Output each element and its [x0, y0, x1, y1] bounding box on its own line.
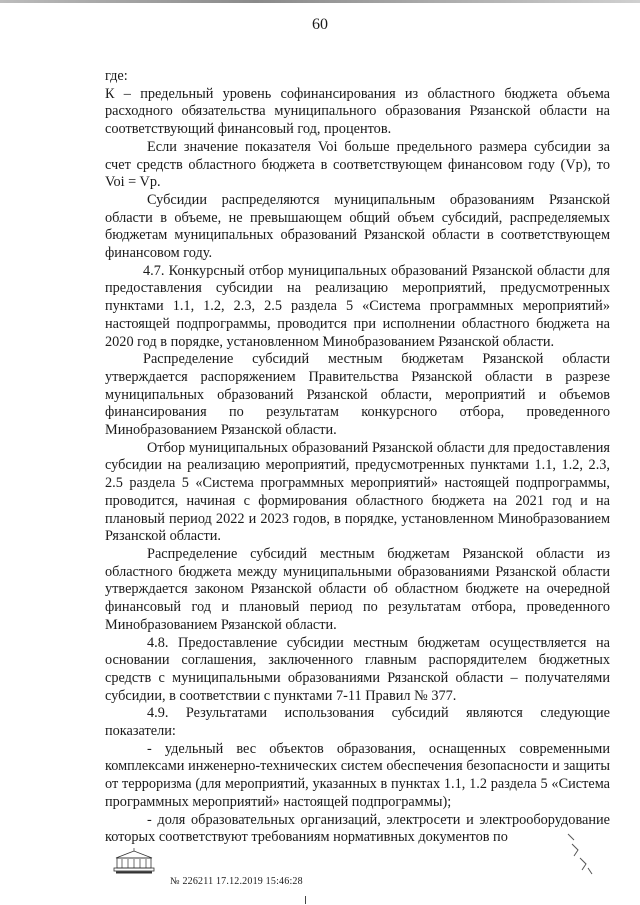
- government-building-stamp-icon: [112, 848, 156, 874]
- paragraph-subsidy-distribution: Субсидии распределяются муниципальным образованиям Рязанской области в объеме, не превышающем общий объем субсидий, распределяемых бюджетам муниципальных образований Рязанской области в соответствующем финансовом году.: [105, 191, 610, 262]
- paragraph-distribution-law: Распределение субсидий местным бюджетам Рязанской области из областного бюджета между муниципальными образованиями Рязанской области утверждается законом Рязанской области об областном бюджете на очередной финансовый год и плановый период по результатам отбора, проведенного Минобразованием Рязанской области.: [105, 545, 610, 633]
- handwritten-mark-icon: [560, 830, 600, 880]
- scan-top-edge: [0, 0, 640, 3]
- paragraph-indicator-1: - удельный вес объектов образования, оснащенных современными комплексами инженерно-технических систем обеспечения безопасности и защиты от терроризма (для мероприятий, указанных в пунктах 1.1, 1.2 раздела 5 «Система программных мероприятий» настоящей подпрограммы);: [105, 740, 610, 810]
- paragraph-selection: Отбор муниципальных образований Рязанской области для предоставления субсидии на реализацию мероприятий, предусмотренных пунктами 1.1, 1.2, 2.3, 2.5 раздела 5 «Система программных мероприятий» настоящей подпрограммы, проводится, начиная с формирования областного бюджета на 2021 год и на плановый период 2022 и 2023 годов, в порядке, установленном Минобразованием Рязанской области.: [105, 439, 610, 545]
- paragraph-distribution-order: Распределение субсидий местным бюджетам Рязанской области утверждается распоряжением Правительства Рязанской области в разрезе муниципальных образований Рязанской области, мероприятий и объемов финансирования по результатам конкурсного отбора, проведенного Минобразованием Рязанской области.: [105, 351, 610, 439]
- page-number: 60: [312, 16, 328, 33]
- paragraph-where: где:: [105, 68, 128, 84]
- document-body: [105, 68, 610, 847]
- paragraph-4-7: 4.7. Конкурсный отбор муниципальных образований Рязанской области для предоставления субсидии на реализацию мероприятий, предусмотренных пунктами 1.1, 1.2, 2.3, 2.5 раздела 5 «Система программных мероприятий» настоящей подпрограммы, проводится при исполнении областного бюджета на 2020 год в порядке, установленном Минобразованием Рязанской области.: [105, 262, 610, 350]
- paragraph-4-8: 4.8. Предоставление субсидии местным бюджетам осуществляется на основании соглашения, заключенного главным распорядителем бюджетных средств с муниципальными образованиями Рязанской области – получателями субсидии, в соответствии с пунктами 7-11 Правил № 377.: [105, 634, 610, 704]
- paragraph-indicator-2: - доля образовательных организаций, электросети и электрооборудование которых соответствуют требованиям нормативных документов по: [105, 811, 610, 846]
- document-registration-info: № 226211 17.12.2019 15:46:28: [170, 876, 303, 887]
- paragraph-4-9: 4.9. Результатами использования субсидий являются следующие показатели:: [105, 705, 610, 740]
- scan-tick-mark: [305, 896, 306, 904]
- paragraph-k-definition: К – предельный уровень софинансирования из областного бюджета объема расходного обязательства муниципального образования Рязанской области на соответствующий финансовый год, процентов.: [105, 85, 610, 138]
- paragraph-voi-condition: Если значение показателя Voi больше предельного размера субсидии за счет средств областного бюджета в соответствующем финансовом году (Vp), то Voi = Vp.: [105, 138, 610, 191]
